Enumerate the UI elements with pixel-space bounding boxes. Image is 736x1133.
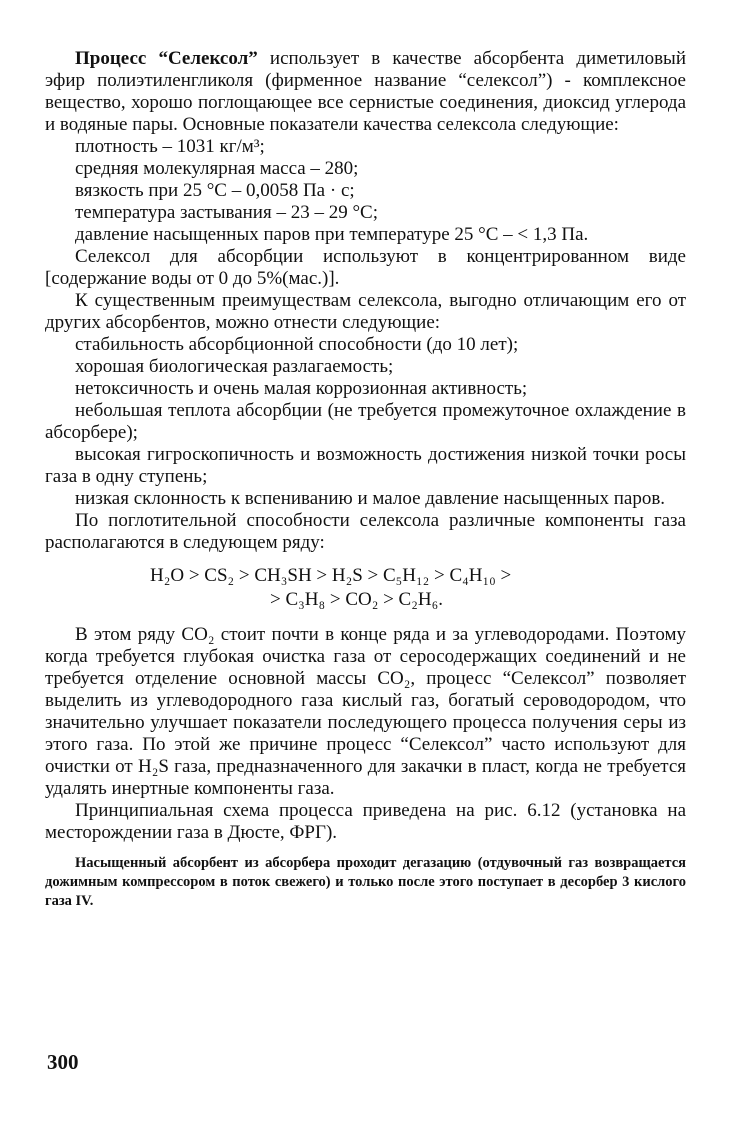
paragraph-scheme-reference: Принципиальная схема процесса приведена на рис. 6.12 (установка на месторождении газа в Дюсте, ФРГ).	[45, 800, 686, 843]
property-density: плотность – 1031 кг/м³;	[75, 136, 265, 157]
paragraph-concentration: Селексол для абсорбции используют в концентрированном виде [содержание воды от 0 до 5%(мас.)].	[45, 246, 686, 289]
page-number: 300	[47, 1050, 79, 1074]
paragraph-note: Насыщенный абсорбент из абсорбера проходит дегазацию (отдувочный газ возвращается дожимным компрессором в поток свежего) и только после этого поступает в десорбер 3 кислого газа IV.	[45, 855, 686, 909]
advantage-item: хорошая биологическая разлагаемость;	[75, 356, 394, 377]
process-name: Процесс “Селексол”	[75, 48, 258, 69]
advantage-item: небольшая теплота абсорбции (не требуется промежуточное охлаждение в абсорбере);	[45, 400, 686, 443]
intro-text: использует в качестве абсорбента диметиловый эфир полиэтиленгликоля (фирменное название “селексол”) - комплексное вещество, хорошо поглощающее все сернистые соединения, диоксид углерода и водяные пары. Основные показатели качества селексола следующие:	[45, 48, 686, 135]
advantage-item: высокая гигроскопичность и возможность достижения низкой точки росы газа в одну ступень;	[45, 444, 686, 487]
advantage-item: стабильность абсорбционной способности (до 10 лет);	[75, 334, 519, 355]
formula-line-2: > C₃H₈ > CO₂ > C₂H₆.	[270, 589, 443, 610]
property-molar-mass: средняя молекулярная масса – 280;	[75, 158, 359, 179]
advantage-item: низкая склонность к вспениванию и малое давление насыщенных паров.	[75, 488, 666, 509]
paragraph-intro	[45, 48, 686, 136]
property-pour-point: температура застывания – 23 – 29 °С;	[75, 202, 379, 223]
paragraph-co2-discussion: В этом ряду CO₂ стоит почти в конце ряда и за углеводородами. Поэтому когда требуется глубокая очистка газа от серосодержащих соединений и не требуется отделение основной массы CO₂, процесс “Селексол” позволяет выделить из углеводородного газа кислый газ, богатый сероводородом, что значительно улучшает показатели последующего процесса получения серы из этого газа. По этой же причине процесс “Селексол” часто используют для очистки от H₂S газа, предназначенного для закачки в пласт, когда не требуется удалять инертные компоненты газа.	[45, 624, 686, 799]
paragraph-advantages-intro: К существенным преимуществам селексола, выгодно отличающим его от других абсорбентов, можно отнести следующие:	[45, 290, 686, 333]
property-viscosity: вязкость при 25 °С – 0,0058 Па · с;	[75, 180, 355, 201]
absorption-series-formula	[45, 564, 686, 612]
advantage-item: нетоксичность и очень малая коррозионная активность;	[75, 378, 528, 399]
property-vapor-pressure: давление насыщенных паров при температуре 25 °С – < 1,3 Па.	[75, 224, 589, 245]
paragraph-absorption-series: По поглотительной способности селексола различные компоненты газа располагаются в следующем ряду:	[45, 510, 686, 553]
formula-line-1: H₂O > CS₂ > CH₃SH > H₂S > C₅H₁₂ > C₄H₁₀ >	[150, 565, 512, 586]
